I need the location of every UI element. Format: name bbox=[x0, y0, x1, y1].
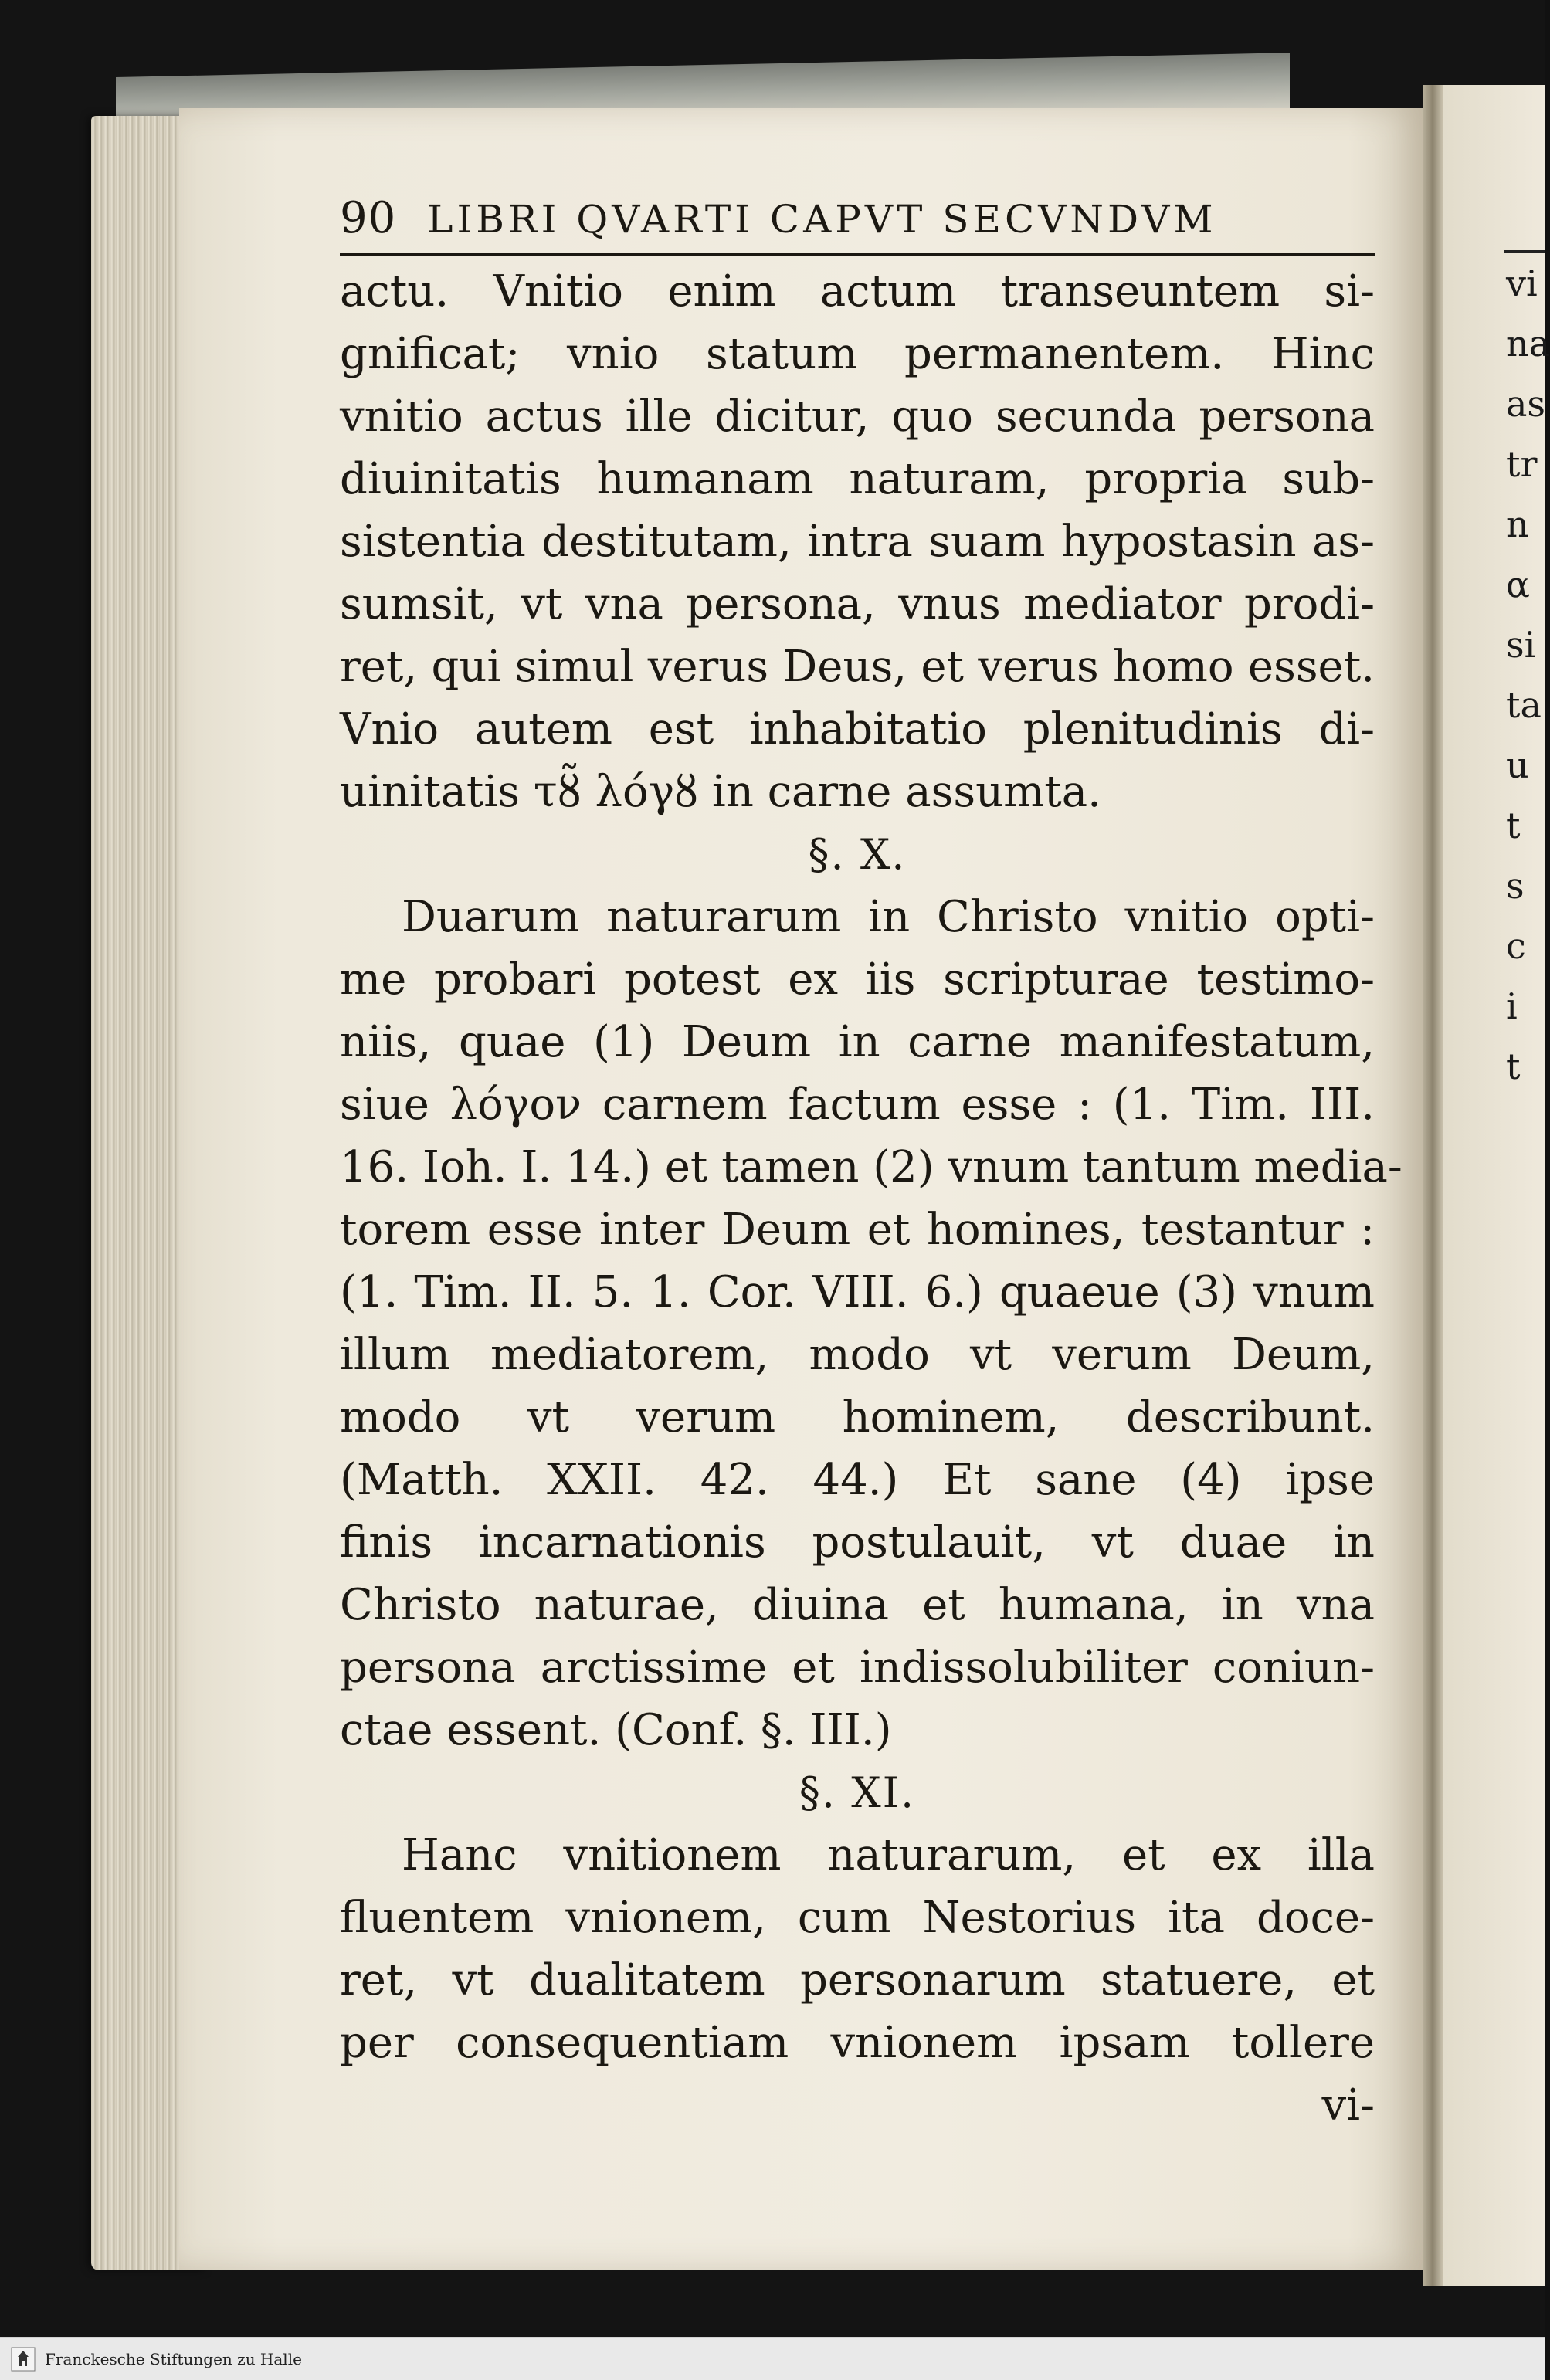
text-line: illum mediatorem, modo vt verum Deum, bbox=[340, 1330, 1375, 1380]
text-line: Christo naturae, diuina et humana, in vna bbox=[340, 1580, 1375, 1630]
text-line: siue λόγον carnem factum esse : (1. Tim. III. bbox=[340, 1080, 1375, 1130]
right-page-fragment: tr bbox=[1506, 443, 1538, 485]
library-logo-icon bbox=[8, 2344, 39, 2375]
right-page-header-rule bbox=[1504, 250, 1545, 253]
text-line: actu. Vnitio enim actum transeuntem si- bbox=[340, 266, 1375, 317]
section-heading-xi: §. XI. bbox=[799, 1768, 916, 1817]
book-gutter bbox=[1423, 85, 1443, 2286]
footer-bar bbox=[0, 2337, 1545, 2380]
section-heading-x: §. X. bbox=[808, 830, 907, 879]
text-line: per consequentiam vnionem ipsam tollere bbox=[340, 2018, 1375, 2068]
right-page-fragment: s bbox=[1506, 865, 1525, 907]
paragraph-x bbox=[340, 886, 1402, 1761]
right-page-fragment: α bbox=[1506, 564, 1531, 605]
running-title: LIBRI QVARTI CAPVT SECVNDVM bbox=[427, 197, 1217, 242]
text-line: 16. Ioh. I. 14.) et tamen (2) vnum tantum media- bbox=[340, 1142, 1402, 1192]
text-line: modo vt verum hominem, describunt. bbox=[340, 1392, 1375, 1443]
right-page-fragment: na bbox=[1506, 323, 1550, 364]
text-line: Vnio autem est inhabitatio plenitudinis di- bbox=[340, 704, 1375, 754]
text-line: (1. Tim. II. 5. 1. Cor. VIII. 6.) quaeue (3) vnum bbox=[340, 1267, 1375, 1317]
paragraph-ix-continuation bbox=[340, 260, 1375, 823]
right-page-fragment: u bbox=[1506, 744, 1529, 786]
catchword: vi- bbox=[1321, 2080, 1375, 2131]
text-line: ret, vt dualitatem personarum statuere, et bbox=[340, 1955, 1375, 2005]
footer-text: Franckesche Stiftungen zu Halle bbox=[45, 2349, 302, 2368]
right-page-fragment: t bbox=[1506, 1046, 1521, 1087]
text-line: uinitatis τȣ̃ λόγȣ in carne assumta. bbox=[340, 767, 1101, 817]
text-line: vnitio actus ille dicitur, quo secunda persona bbox=[340, 392, 1375, 442]
text-line: Hanc vnitionem naturarum, et ex illa bbox=[402, 1830, 1375, 1880]
text-line: Duarum naturarum in Christo vnitio opti- bbox=[402, 892, 1375, 942]
text-line: me probari potest ex iis scripturae testimo- bbox=[340, 954, 1375, 1005]
right-page-fragment: n bbox=[1506, 503, 1529, 545]
text-line: ctae essent. (Conf. §. III.) bbox=[340, 1705, 892, 1755]
right-page-fragment: si bbox=[1506, 624, 1536, 666]
text-line: torem esse inter Deum et homines, testantur : bbox=[340, 1205, 1375, 1255]
text-line: persona arctissime et indissolubiliter coniun- bbox=[340, 1643, 1375, 1693]
right-page-fragment: ta bbox=[1506, 684, 1542, 726]
right-page-fragment: as bbox=[1506, 383, 1546, 425]
running-header bbox=[340, 193, 1375, 256]
text-line: fluentem vnionem, cum Nestorius ita doce- bbox=[340, 1893, 1375, 1943]
page-number: 90 bbox=[340, 193, 397, 243]
page-content bbox=[340, 193, 1402, 2137]
right-page-fragment: t bbox=[1506, 805, 1521, 846]
right-page-fragment: c bbox=[1506, 925, 1526, 967]
text-line: ret, qui simul verus Deus, et verus homo esset. bbox=[340, 642, 1375, 692]
text-line: niis, quae (1) Deum in carne manifestatum, bbox=[340, 1017, 1375, 1067]
text-line: gnificat; vnio statum permanentem. Hinc bbox=[340, 329, 1375, 379]
text-line: (Matth. XXII. 42. 44.) Et sane (4) ipse bbox=[340, 1455, 1375, 1505]
right-page-fragment: i bbox=[1506, 985, 1518, 1027]
paragraph-xi bbox=[340, 1824, 1375, 2074]
text-line: diuinitatis humanam naturam, propria sub- bbox=[340, 454, 1375, 504]
right-page bbox=[1443, 85, 1550, 2286]
text-line: finis incarnationis postulauit, vt duae in bbox=[340, 1517, 1375, 1568]
text-line: sistentia destitutam, intra suam hypostasin as- bbox=[340, 517, 1375, 567]
text-line: sumsit, vt vna persona, vnus mediator prodi- bbox=[340, 579, 1375, 629]
right-page-fragment: vi bbox=[1506, 263, 1538, 304]
